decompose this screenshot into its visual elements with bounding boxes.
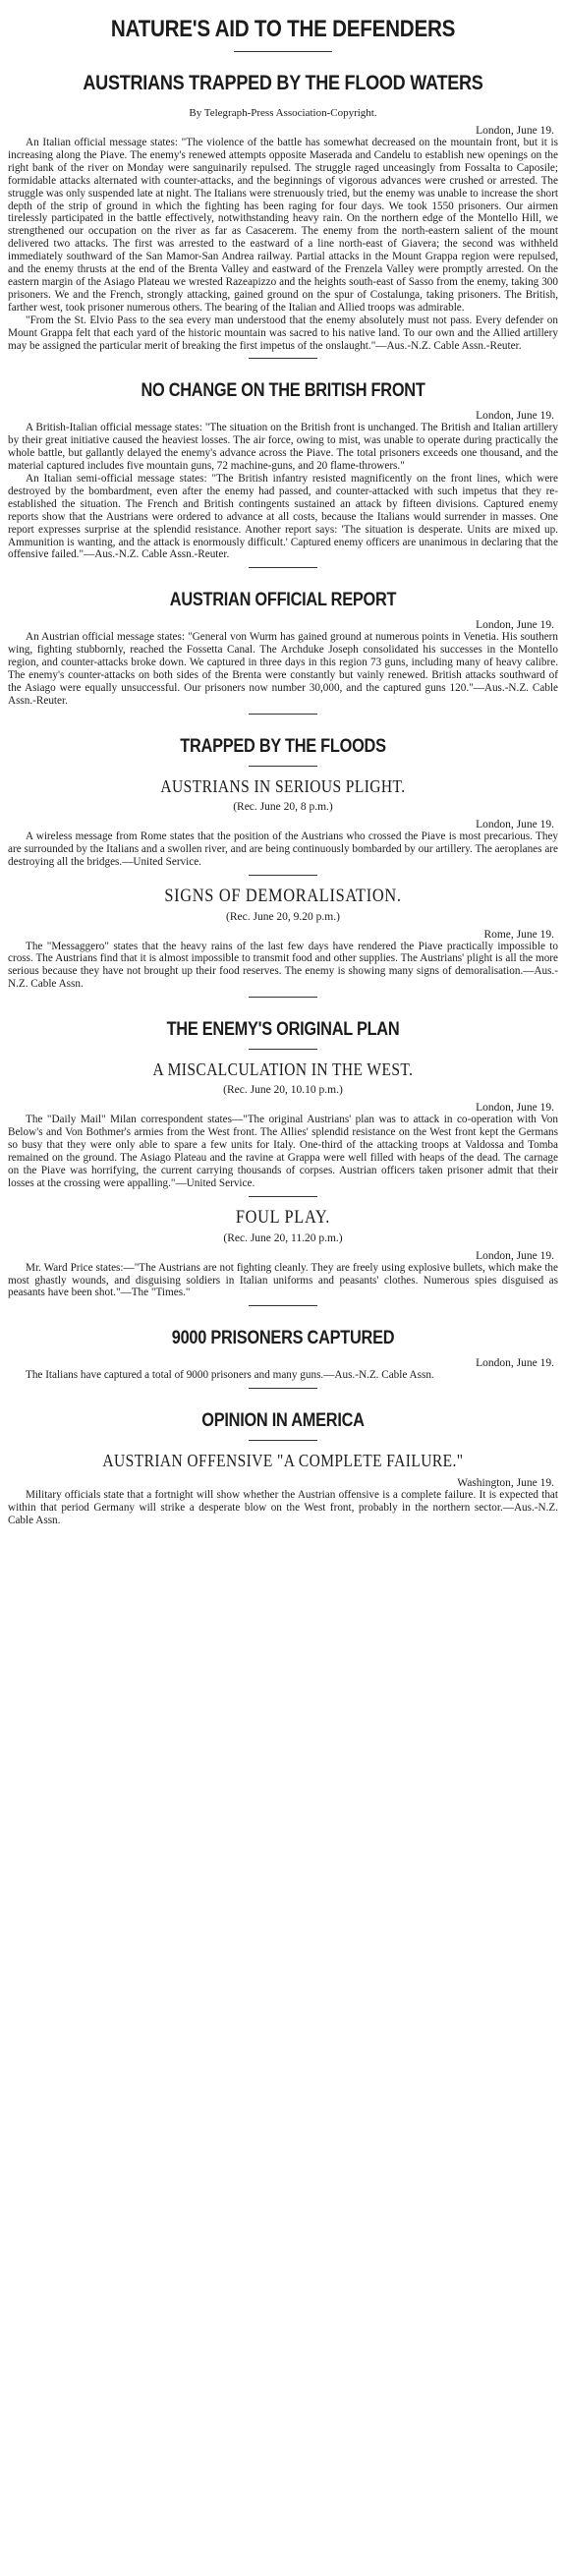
- divider: [249, 714, 317, 715]
- divider: [249, 1440, 317, 1441]
- article-section-demoralisation: [8, 911, 558, 992]
- received-time: (Rec. June 20, 10.10 p.m.): [223, 1084, 343, 1097]
- dateline: Washington, June 19.: [457, 1477, 554, 1490]
- divider: [234, 51, 332, 52]
- dateline: London, June 19.: [476, 1249, 554, 1262]
- paragraph: An Italian semi-official message states: "The British infantry resisted magnificently on the front lines, which were destroyed by the bombardment, even after the enemy had passed, and counter-attacked with such impetus that they re-established the situation. The French and British contingents sustained an attack by fifteen divisions. Captured enemy reports show that the Austrians were ordered to advance at all costs, because the Italians would surrender in masses. One report expresses surprise at the splendid resistance. Another report says: 'The situation is desperate. Units are mixed up. Ammunition is wanting, and the attack is enormously difficult.' Captured enemy officers are unanimous in declaring that the offensive failed."—Aus.-N.Z. Cable Assn.-Reuter.: [8, 473, 558, 561]
- paragraph: Mr. Ward Price states:—"The Austrians are not fighting cleanly. They are freely using explosive bullets, which make the most ghastly wounds, and disguising soldiers in Italian uniforms and peasants' clothes. Numerous spies disguised as peasants have been shot."—The "Times.": [8, 1261, 558, 1299]
- section-heading: 9000 PRISONERS CAPTURED: [171, 1328, 395, 1349]
- section-subheading: AUSTRIAN OFFENSIVE "A COMPLETE FAILURE.": [102, 1451, 464, 1471]
- article-section-original-plan: [8, 1084, 558, 1189]
- received-time: (Rec. June 20, 8 p.m.): [233, 800, 333, 813]
- section-heading: SIGNS OF DEMORALISATION.: [164, 885, 402, 906]
- dateline: London, June 19.: [476, 125, 554, 137]
- paragraph: An Italian official message states: "The violence of the battle has somewhat decreased on the mountain front, but it is increasing along the Piave. The enemy's renewed attempts opposite Maserada and Candelu to establish new openings on the right bank of the river on Monday were sanguinarily repulsed. The struggle raged unceasingly from Fossalta to Caposile; formidable attacks alternated with counter-attacks, and the beginnings of vigorous advances were crushed or arrested. The struggle was only suspended late at night. The Italians were strenuously tried, but the enemy was unable to increase the short depth of the strip of ground in which the fighting has been raging for four days. We took 1550 prisoners. Our airmen tirelessly participated in the battle effectively, notwithstanding heavy rain. On the northern edge of the Montello Hill, we strengthened our occupation on the river as far as Casacerem. The enemy from the north-eastern salient of the mount delivered two attacks. The first was arrested to the eastward of a line north-east of Giavera; the second was withheld immediately southward of the San Mamor-San Andrea railway. Partial attacks in the Mount Grappa region were repulsed, and the enemy thrusts at the end of the Brenta Valley and eastward of the Frenzela Valley were promptly arrested. On the eastern margin of the Asiago Plateau we wrested Razeapizzo and the heights south-east of Sasso from the enemy, taking 300 prisoners. We and the French, strongly attacking, gained ground on the spur of Costalunga, taking prisoners. The British, farther west, took prisoner numerous others. The bearing of the Italian and Allied troops was admirable.: [8, 137, 558, 314]
- divider: [249, 1305, 317, 1306]
- divider: [249, 1049, 317, 1050]
- divider: [249, 766, 317, 767]
- section-subheading: A MISCALCULATION IN THE WEST.: [152, 1059, 414, 1080]
- paragraph: The Italians have captured a total of 9000 prisoners and many guns.—Aus.-N.Z. Cable Assn.: [26, 1369, 434, 1382]
- divider: [249, 997, 317, 998]
- paragraph: An Austrian official message states: "General von Wurm has gained ground at numerous points in Venetia. His southern wing, fighting stubbornly, reached the Fossetta Canal. The Archduke Joseph consolidated his successes in the Montello region, and counter-attacks broke down. We captured in three days in this region 73 guns, including many of heavy calibre. The enemy's counter-attacks on both sides of the Brenta were constantly but vainly renewed. British attacks southward of the Asiago were equally unsuccessful. Our prisoners now number 30,000, and the captured guns 120."—Aus.-N.Z. Cable Assn.-Reuter.: [8, 631, 558, 707]
- section-heading: NO CHANGE ON THE BRITISH FRONT: [141, 380, 425, 402]
- main-headline: NATURE'S AID TO THE DEFENDERS: [110, 16, 456, 42]
- article-section-prisoners: [8, 1357, 558, 1382]
- sub-headline: AUSTRIANS TRAPPED BY THE FLOOD WATERS: [83, 72, 483, 94]
- paragraph: The "Daily Mail" Milan correspondent states—"The original Austrians' plan was to attack in co-operation with Von Below's and Von Bothmer's armies from the West front. The Allies' splendid resistance on the West front kept the Germans so busy that they were only able to spare a few units for Italy. One-third of the attacking troops at Valdossa and Tomba remained on the ground. The Asiago Plateau and the ravine at Grappa were well filled with heaps of the dead. The carnage on the Piave was horrifying, the current carrying thousands of corpses. Austrian officers taken prisoner admit that their losses at the crossing were appalling."—United Service.: [8, 1114, 558, 1189]
- dateline: London, June 19.: [476, 619, 554, 632]
- section-heading: FOUL PLAY.: [235, 1206, 331, 1228]
- article-section-foul-play: [8, 1232, 558, 1300]
- dateline: London, June 19.: [476, 1102, 554, 1115]
- article-section-america: [8, 1477, 558, 1527]
- article-section-british-front: [8, 410, 558, 561]
- dateline: London, June 19.: [476, 1357, 554, 1370]
- received-time: (Rec. June 20, 11.20 p.m.): [223, 1231, 343, 1244]
- divider: [249, 567, 317, 568]
- dateline: Rome, June 19.: [483, 928, 554, 941]
- section-heading: TRAPPED BY THE FLOODS: [180, 735, 386, 757]
- byline: By Telegraph-Press Association-Copyright.: [189, 107, 377, 119]
- newspaper-page: [8, 0, 558, 1527]
- section-subheading: AUSTRIANS IN SERIOUS PLIGHT.: [160, 775, 406, 796]
- dateline: London, June 19.: [476, 410, 554, 423]
- paragraph: A British-Italian official message states: "The situation on the British front is unchanged. The British and Italian artillery by their great initiative caused the heaviest losses. The air force, owing to mist, was unable to operate during practically the whole battle, but gallantly delayed the enemy's advance across the Piave. The total prisoners exceeds one thousand, and the material captured includes five mountain guns, 72 machine-guns, and 20 flame-throwers.": [8, 422, 558, 473]
- article-section-italian-official: [8, 125, 558, 352]
- paragraph: "From the St. Elvio Pass to the sea every man understood that the enemy absolutely must not pass. Every defender on Mount Grappa felt that each yard of the historic mountain was sacred to his native land. To our own and the Allied artillery may be assigned the particular merit of breaking the first impetus of the onslaught."—Aus.-N.Z. Cable Assn.-Reuter.: [8, 314, 558, 352]
- dateline: London, June 19.: [476, 818, 554, 830]
- divider: [249, 358, 317, 359]
- received-time: (Rec. June 20, 9.20 p.m.): [226, 910, 340, 923]
- paragraph: A wireless message from Rome states that the position of the Austrians who crossed the Piave is most precarious. They are surrounded by the Italians and a swollen river, and are being continuously bombarded by our artillery. The aeroplanes are destroying all the bridges.—United Service.: [8, 830, 558, 868]
- divider: [249, 875, 317, 876]
- paragraph: Military officials state that a fortnight will show whether the Austrian offensive is a complete failure. It is expected that within that period Germany will strike a desperate blow on the West front, probably in the northern sector.—Aus.-N.Z. Cable Assn.: [8, 1489, 558, 1527]
- section-heading: AUSTRIAN OFFICIAL REPORT: [169, 590, 397, 611]
- article-section-austrian-report: [8, 619, 558, 707]
- section-heading: OPINION IN AMERICA: [201, 1410, 365, 1432]
- divider: [249, 1388, 317, 1389]
- article-section-trapped: [8, 801, 558, 869]
- divider: [249, 1196, 317, 1197]
- paragraph: The "Messaggero" states that the heavy rains of the last few days have rendered the Piave practically impossible to cross. The Austrians find that it is almost impossible to transmit food and other supplies. The Austrians' plight is all the more serious because they have not brought up their food reserves. The enemy is showing many signs of demoralisation.—Aus.-N.Z. Cable Assn.: [8, 940, 558, 991]
- section-heading: THE ENEMY'S ORIGINAL PLAN: [166, 1019, 400, 1041]
